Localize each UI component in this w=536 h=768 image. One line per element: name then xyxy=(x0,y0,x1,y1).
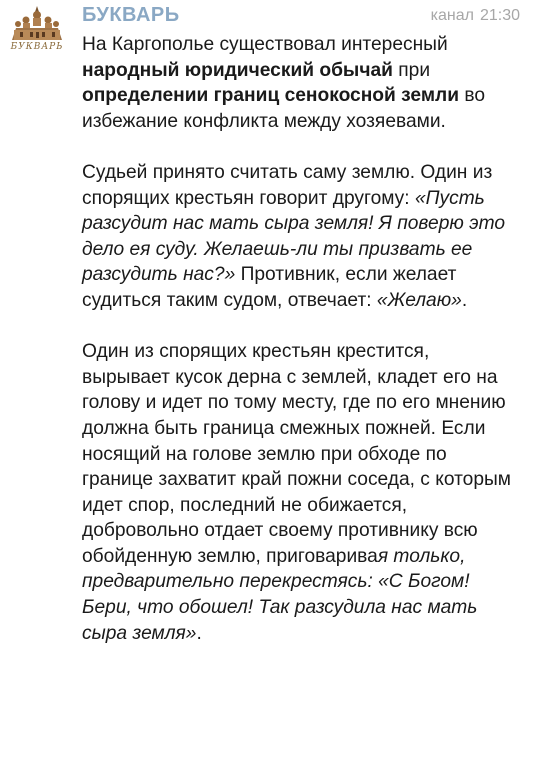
text-span: Судьей принято считать саму землю. Один из спорящих крестьян говорит другому: xyxy=(82,161,493,209)
channel-avatar[interactable] xyxy=(6,4,68,60)
italic-span: я только, предварительно перекрестясь: «С Богом! Бери, что обошел! Так разсудила нас мать сыра земля» xyxy=(82,545,478,644)
text-span: Противник, если желает судиться таким судом, отвечает: xyxy=(82,264,457,311)
channel-name[interactable]: БУКВАРЬ xyxy=(82,4,180,26)
post-meta xyxy=(431,5,520,27)
paragraph-1 xyxy=(82,32,520,134)
text-span: На Каргополье существовал интересный xyxy=(82,34,448,55)
channel-type-label: канал xyxy=(430,7,474,24)
text-span: Один из спорящих крестьян крестится, вырывает кусок дерна с землей, кладет его на голову и идет по тому месту, где по его мнению должна быть граница смежных пожней. Если носящий на голове землю при обходе по границе захватит край пожни соседа, с которым идет спор, последний не обижается, добровольно отдает своему противнику всю обойденную землю, приговарива xyxy=(82,341,511,567)
text-span: во избежание конфликта между хозяевами. xyxy=(82,85,486,132)
paragraph-2 xyxy=(82,160,520,314)
church-logo-icon xyxy=(6,4,68,44)
logo-wordmark: БУКВАРЬ xyxy=(10,42,64,52)
paragraph-3 xyxy=(82,339,520,646)
post-time: 21:30 xyxy=(479,7,520,24)
text-span: . xyxy=(461,289,468,311)
italic-span: «Желаю» xyxy=(376,289,462,311)
post-header xyxy=(82,2,520,28)
italic-span: «Пусть разсудит нас мать сыра земля! Я поверю это дело ея суду. Желаешь-ли ты призвать ее разсудить нас?» xyxy=(82,187,506,286)
text-span: . xyxy=(196,622,202,644)
bold-span: определении границ сенокосной земли xyxy=(82,85,460,107)
text-span: при xyxy=(392,59,431,81)
bold-span: народный юридический обычай xyxy=(82,59,393,81)
message-body xyxy=(82,32,520,646)
